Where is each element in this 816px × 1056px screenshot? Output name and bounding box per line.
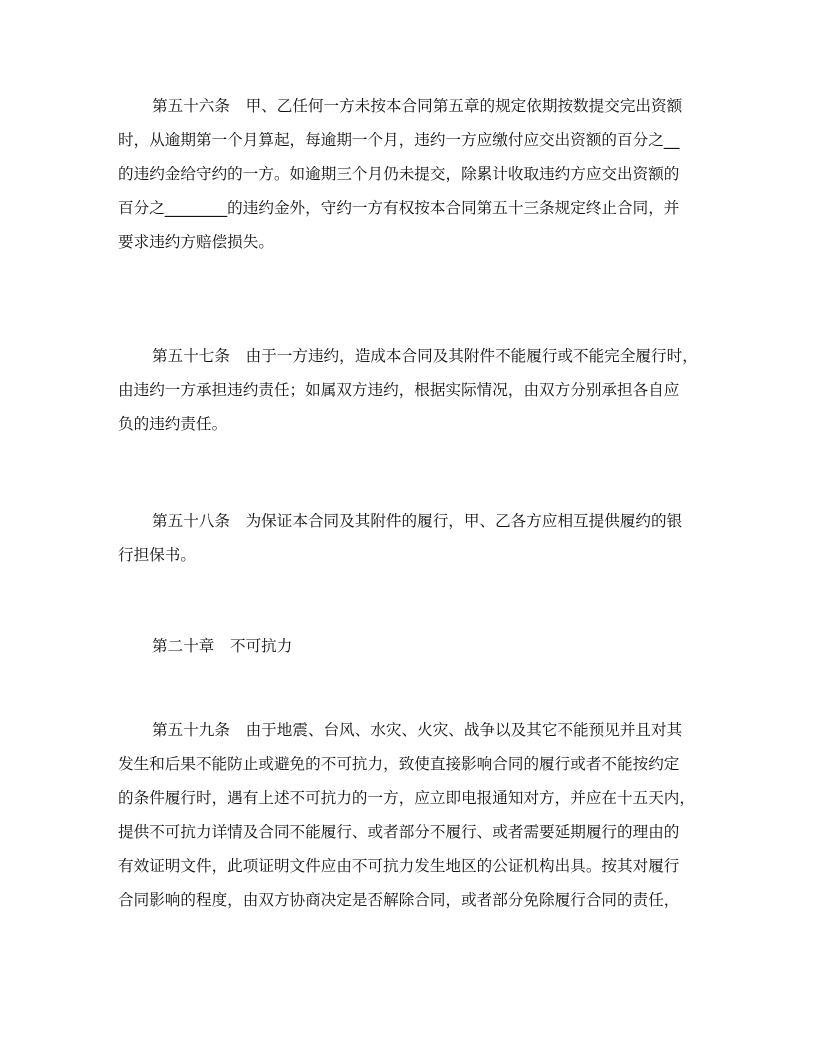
article-56-paragraph	[118, 89, 698, 259]
text-line: 时，从逾期第一个月算起，每逾期一个月，违约一方应缴付应交出资额的百分之__	[118, 131, 680, 149]
text-line: 负的违约责任。	[118, 415, 228, 433]
article-59-paragraph	[118, 713, 698, 917]
text-line: 的违约金给守约的一方。如逾期三个月仍未提交，除累计收取违约方应交出资额的	[118, 165, 680, 183]
text-line: 合同影响的程度，由双方协商决定是否解除合同，或者部分免除履行合同的责任，	[118, 891, 680, 909]
text-line: 行担保书。	[118, 546, 196, 564]
text-line: 第五十九条 由于地震、台风、水灾、火灾、战争以及其它不能预见并且对其	[152, 721, 683, 739]
text-line: 百分之________的违约金外，守约一方有权按本合同第五十三条规定终止合同，并	[118, 199, 680, 217]
chapter-title: 第二十章 不可抗力	[152, 637, 293, 655]
text-line: 第五十八条 为保证本合同及其附件的履行，甲、乙各方应相互提供履约的银	[152, 512, 683, 530]
text-line: 发生和后果不能防止或避免的不可抗力，致使直接影响合同的履行或者不能按约定	[118, 755, 680, 773]
article-58-paragraph	[118, 504, 698, 572]
chapter-heading	[118, 629, 698, 663]
text-line: 第五十七条 由于一方违约，造成本合同及其附件不能履行或不能完全履行时，	[152, 347, 698, 365]
text-line: 要求违约方赔偿损失。	[118, 233, 274, 251]
text-line: 第五十六条 甲、乙任何一方未按本合同第五章的规定依期按数提交完出资额	[152, 97, 683, 115]
text-line: 由违约一方承担违约责任；如属双方违约，根据实际情况，由双方分别承担各自应	[118, 381, 680, 399]
text-line: 有效证明文件，此项证明文件应由不可抗力发生地区的公证机构出具。按其对履行	[118, 857, 680, 875]
article-57-paragraph	[118, 339, 698, 441]
text-line: 提供不可抗力详情及合同不能履行、或者部分不履行、或者需要延期履行的理由的	[118, 823, 680, 841]
text-line: 的条件履行时，遇有上述不可抗力的一方，应立即电报通知对方，并应在十五天内，	[118, 789, 695, 807]
